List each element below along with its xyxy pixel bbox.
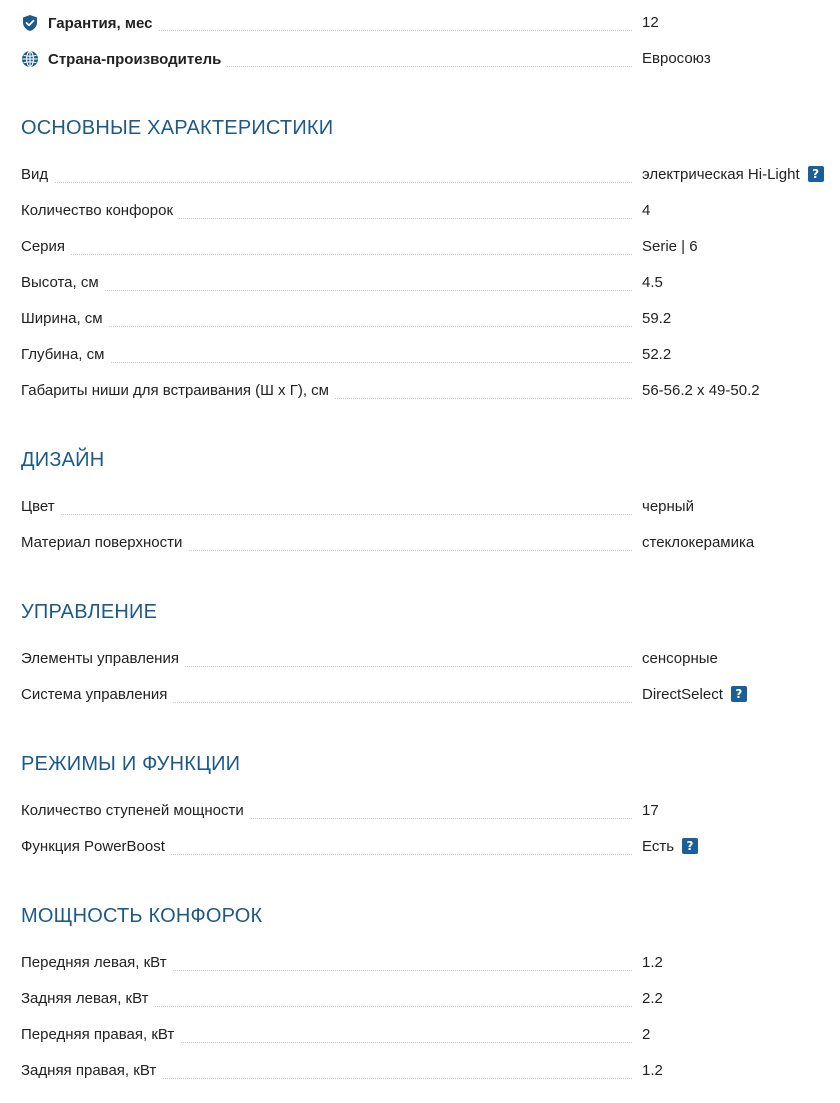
section-controls (0, 597, 840, 713)
spec-label: Задняя правая, кВт (21, 1062, 162, 1079)
spec-value-text: DirectSelect (642, 686, 723, 703)
spec-label: Серия (21, 238, 71, 255)
spec-value: 4.5 (642, 274, 663, 291)
dotted-leader (21, 182, 632, 183)
spec-row (0, 793, 840, 829)
section-title: МОЩНОСТЬ КОНФОРОК (21, 905, 263, 927)
spec-label: Габариты ниши для встраивания (Ш x Г), см (21, 382, 335, 399)
section-design (0, 445, 840, 561)
section-burner-power (0, 901, 840, 1089)
spec-row (0, 337, 840, 373)
spec-label: Элементы управления (21, 650, 185, 667)
spec-value (642, 838, 698, 855)
spec-label: Передняя левая, кВт (21, 954, 173, 971)
spec-label: Ширина, см (21, 310, 109, 327)
spec-list (0, 945, 840, 1089)
spec-value-text: Есть (642, 838, 675, 855)
section-title: УПРАВЛЕНИЕ (21, 601, 158, 623)
spec-value (642, 686, 747, 703)
spec-label-text: Гарантия, мес (48, 15, 153, 32)
spec-row-warranty (0, 5, 840, 41)
spec-list (0, 489, 840, 561)
spec-label: Система управления (21, 686, 173, 703)
spec-label (21, 14, 158, 32)
spec-row (0, 1053, 840, 1089)
dotted-leader (21, 290, 632, 291)
spec-value: 59.2 (642, 310, 672, 327)
top-specs (0, 5, 840, 77)
spec-value: Serie | 6 (642, 238, 698, 255)
spec-label: Количество конфорок (21, 202, 179, 219)
spec-label: Функция PowerBoost (21, 838, 171, 855)
spec-label: Передняя правая, кВт (21, 1026, 180, 1043)
spec-value-text: электрическая Hi-Light (642, 166, 800, 183)
spec-value (642, 166, 824, 183)
section-modes-functions (0, 749, 840, 865)
spec-list (0, 157, 840, 409)
spec-row (0, 373, 840, 409)
spec-row (0, 945, 840, 981)
spec-list (0, 793, 840, 865)
spec-label-text: Страна-производитель (48, 51, 222, 68)
spec-label: Задняя левая, кВт (21, 990, 155, 1007)
spec-value: стеклокерамика (642, 534, 755, 551)
spec-value: черный (642, 498, 694, 515)
spec-value: сенсорные (642, 650, 718, 667)
dotted-leader (21, 362, 632, 363)
spec-row (0, 677, 840, 713)
spec-value: 52.2 (642, 346, 672, 363)
help-icon[interactable]: ? (731, 686, 747, 702)
spec-label: Количество ступеней мощности (21, 802, 250, 819)
spec-value: 2 (642, 1026, 651, 1043)
spec-label: Цвет (21, 498, 61, 515)
spec-value: 56-56.2 x 49-50.2 (642, 382, 760, 399)
spec-row (0, 525, 840, 561)
spec-label (21, 50, 227, 68)
spec-value: 4 (642, 202, 651, 219)
dotted-leader (21, 254, 632, 255)
section-title: ОСНОВНЫЕ ХАРАКТЕРИСТИКИ (21, 117, 334, 139)
dotted-leader (21, 326, 632, 327)
spec-label: Высота, см (21, 274, 105, 291)
spec-row (0, 489, 840, 525)
spec-value: 17 (642, 802, 659, 819)
spec-label: Глубина, см (21, 346, 110, 363)
spec-value: 12 (642, 14, 659, 31)
spec-row (0, 229, 840, 265)
help-icon[interactable]: ? (808, 166, 824, 182)
spec-row-country (0, 41, 840, 77)
spec-row (0, 157, 840, 193)
section-title: РЕЖИМЫ И ФУНКЦИИ (21, 753, 241, 775)
section-title: ДИЗАЙН (21, 449, 105, 471)
spec-value: 2.2 (642, 990, 663, 1007)
spec-value: Евросоюз (642, 50, 711, 67)
spec-row (0, 265, 840, 301)
spec-row (0, 641, 840, 677)
spec-label: Вид (21, 166, 54, 183)
spec-label: Материал поверхности (21, 534, 188, 551)
globe-icon (21, 50, 39, 68)
spec-row (0, 829, 840, 865)
spec-value: 1.2 (642, 1062, 663, 1079)
dotted-leader (21, 514, 632, 515)
spec-list (0, 641, 840, 713)
section-main-characteristics (0, 113, 840, 409)
help-icon[interactable]: ? (682, 838, 698, 854)
spec-row (0, 1017, 840, 1053)
shield-check-icon (21, 14, 39, 32)
spec-row (0, 981, 840, 1017)
spec-row (0, 301, 840, 337)
spec-value: 1.2 (642, 954, 663, 971)
spec-row (0, 193, 840, 229)
